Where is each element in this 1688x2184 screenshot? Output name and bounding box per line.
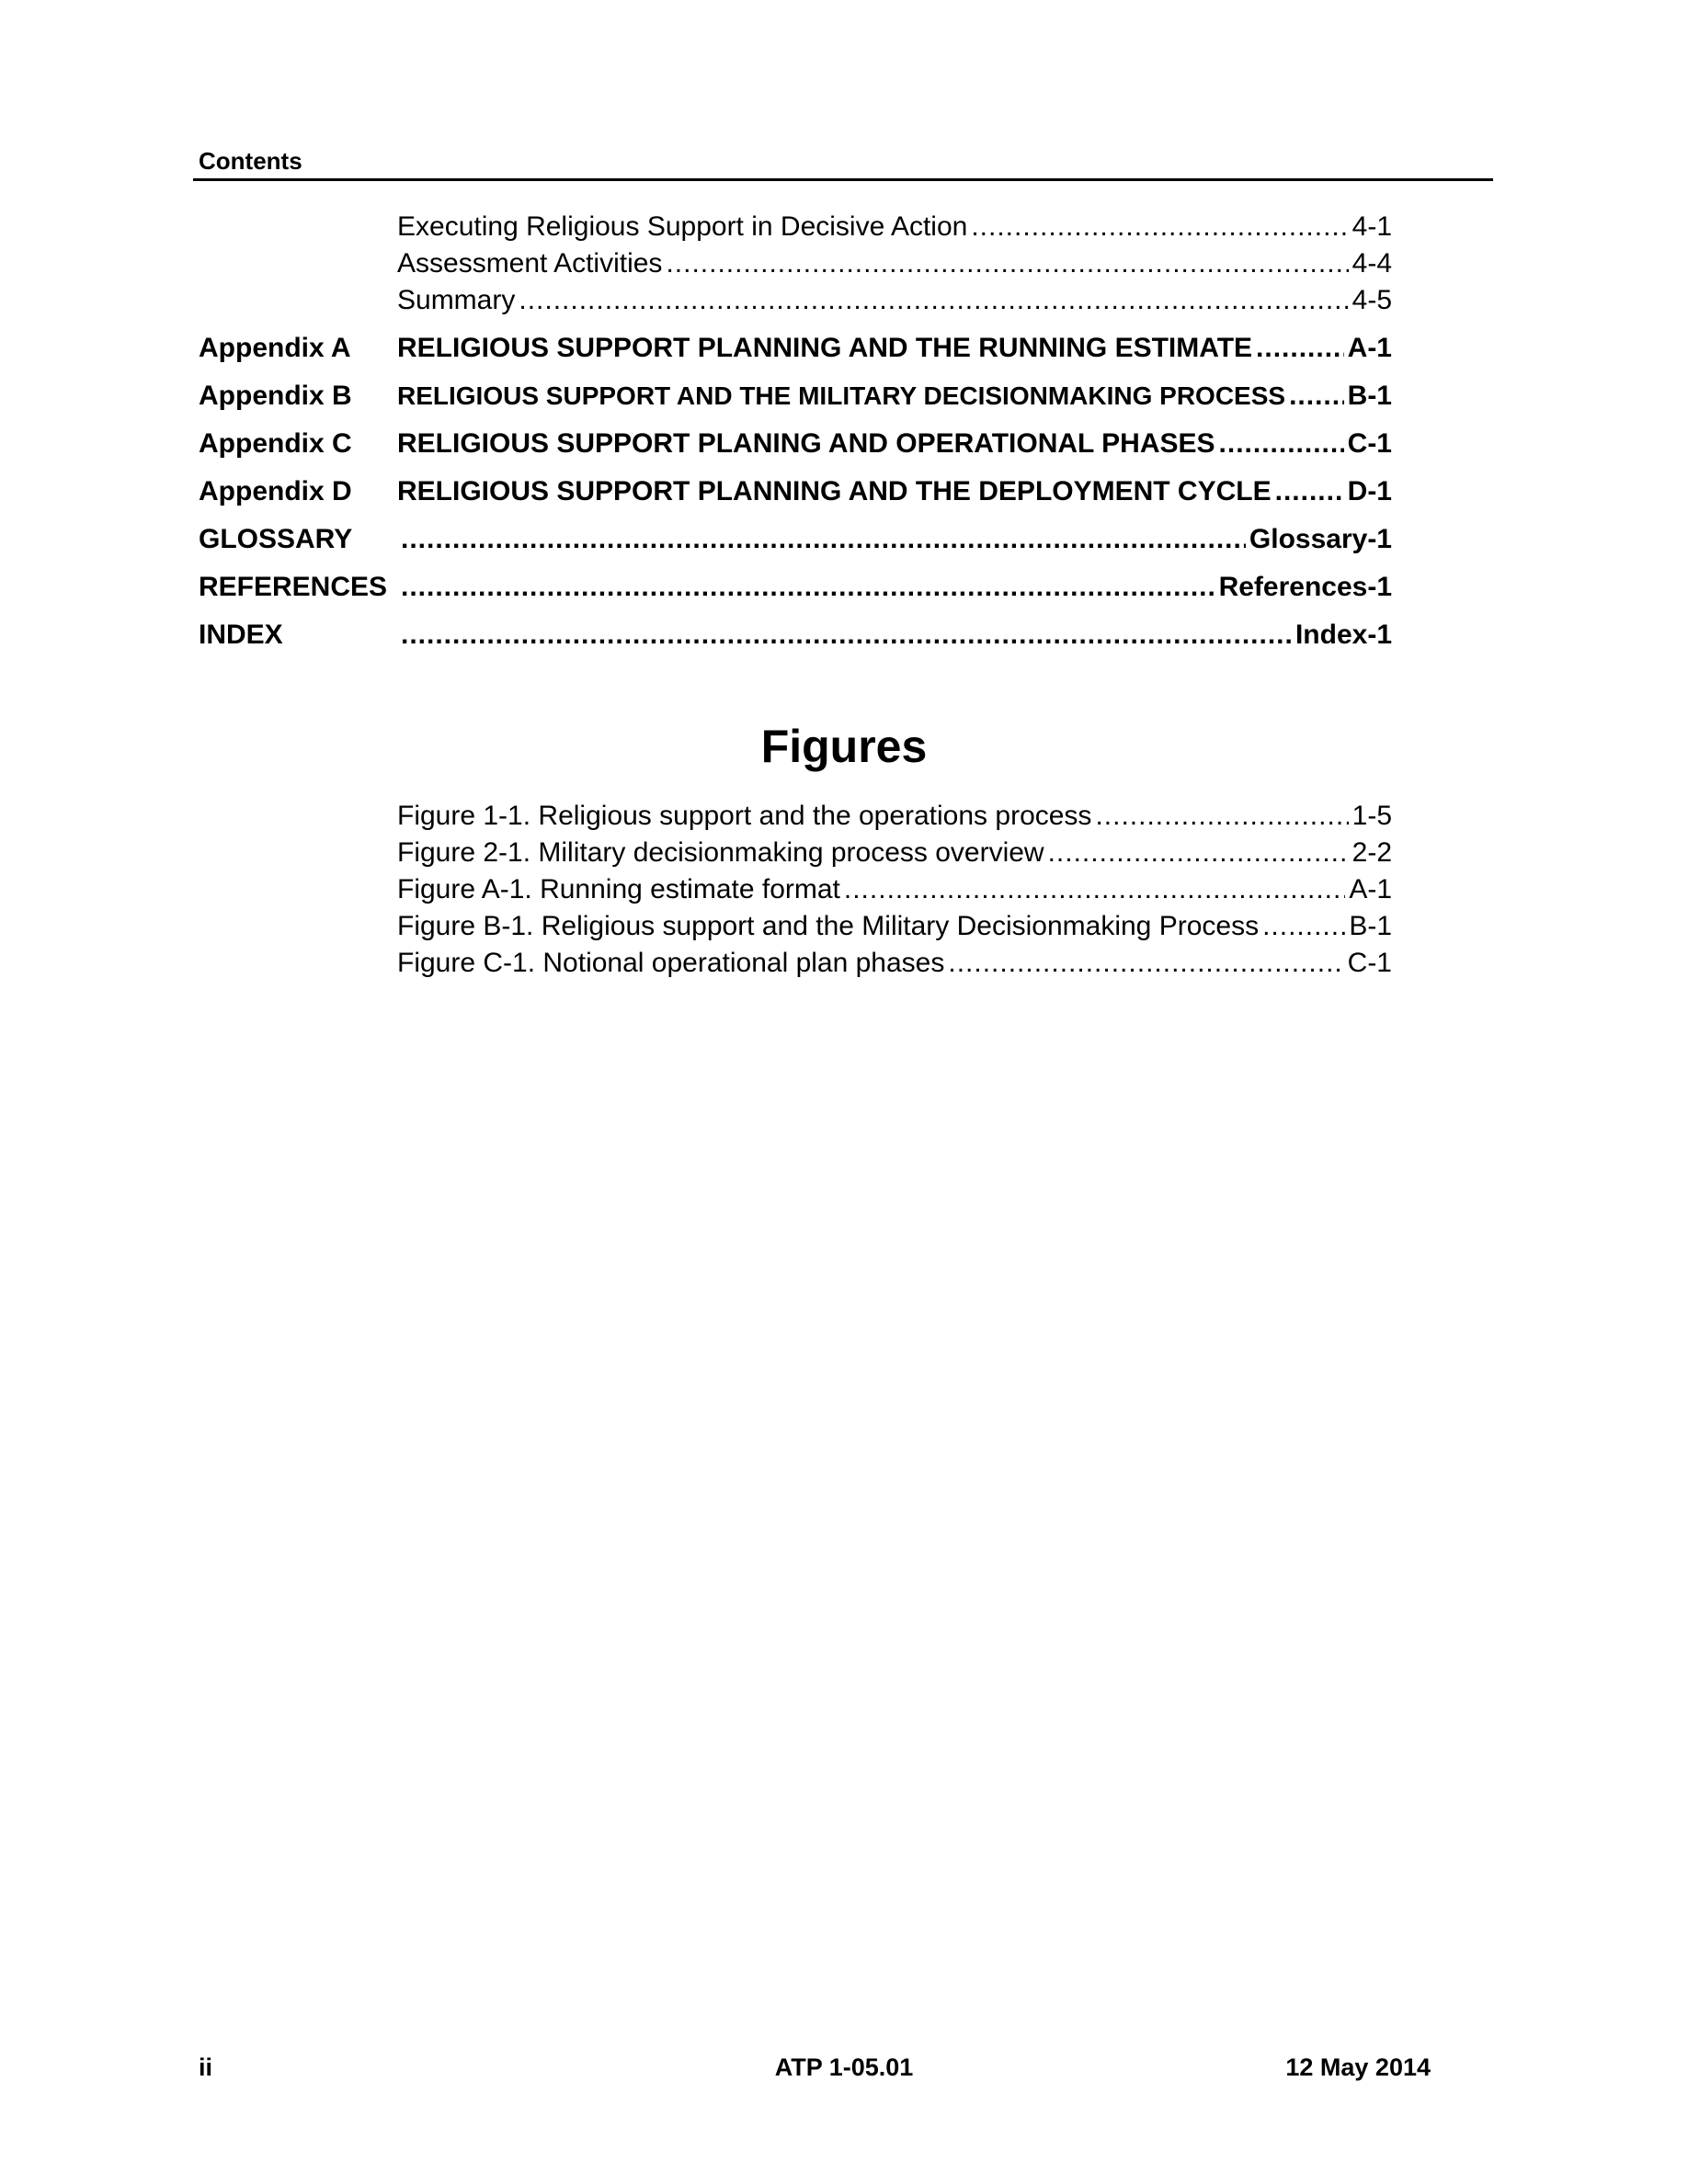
figure-entry-page: B-1	[1349, 911, 1392, 941]
dot-leader	[1275, 476, 1344, 507]
toc-entry-page: A-1	[1347, 333, 1392, 363]
toc-entry[interactable]	[397, 248, 1392, 285]
toc-appendix-d[interactable]	[199, 476, 1392, 517]
toc-entry-label: Appendix B	[199, 381, 352, 411]
toc-entry-label: Appendix C	[199, 428, 352, 459]
toc-entry-label: GLOSSARY	[199, 524, 353, 554]
toc-entry-title: RELIGIOUS SUPPORT PLANNING AND THE RUNNING ESTIMATE	[397, 333, 1253, 363]
toc-glossary[interactable]	[199, 524, 1392, 564]
toc-entry-title: RELIGIOUS SUPPORT PLANNING AND THE DEPLOYMENT CYCLE	[397, 476, 1272, 506]
toc-entry-title: Executing Religious Support in Decisive Action	[397, 211, 968, 242]
toc-entry-page: D-1	[1347, 476, 1392, 506]
dot-leader	[1095, 801, 1348, 832]
dot-leader	[1219, 428, 1344, 460]
figure-entry[interactable]	[397, 874, 1392, 911]
toc-entry-title: Summary	[397, 285, 516, 315]
footer-page-number: ii	[199, 2053, 213, 2081]
dot-leader	[401, 524, 1246, 555]
toc-index[interactable]	[199, 620, 1392, 660]
figures-heading: Figures	[760, 721, 928, 772]
toc-entry-page: C-1	[1347, 428, 1392, 459]
dot-leader	[519, 285, 1348, 316]
toc-entry-page: Index-1	[1295, 620, 1392, 650]
toc-appendix-a[interactable]	[199, 333, 1392, 373]
footer-date: 12 May 2014	[1285, 2053, 1431, 2081]
dot-leader	[971, 211, 1348, 243]
toc-entry-title: RELIGIOUS SUPPORT AND THE MILITARY DECISIONMAKING PROCESS	[397, 381, 1286, 410]
dot-leader	[1262, 911, 1345, 942]
figure-entry-title: Figure B-1. Religious support and the Military Decisionmaking Process	[397, 911, 1260, 941]
dot-leader	[666, 248, 1348, 279]
dot-leader	[401, 620, 1292, 651]
toc-entry-page: 4-1	[1352, 211, 1392, 242]
dot-leader	[1289, 381, 1344, 412]
toc-entry[interactable]	[397, 211, 1392, 248]
figure-entry-title: Figure C-1. Notional operational plan phases	[397, 948, 945, 978]
toc-entry-title: Assessment Activities	[397, 248, 663, 279]
toc-appendix-c[interactable]	[199, 428, 1392, 469]
footer-document-id: ATP 1-05.01	[774, 2053, 914, 2081]
toc-entry-label: Appendix D	[199, 476, 352, 506]
toc-entry[interactable]	[397, 285, 1392, 322]
toc-entry-page: 4-4	[1352, 248, 1392, 279]
toc-entry-title: RELIGIOUS SUPPORT PLANING AND OPERATIONAL PHASES	[397, 428, 1215, 459]
dot-leader	[948, 948, 1343, 979]
figure-entry[interactable]	[397, 948, 1392, 984]
running-header: Contents	[199, 147, 302, 175]
dot-leader	[844, 874, 1345, 905]
dot-leader	[1048, 837, 1349, 869]
figure-entry[interactable]	[397, 801, 1392, 837]
toc-appendix-b[interactable]	[199, 381, 1392, 421]
toc-entry-label: REFERENCES	[199, 572, 388, 602]
figure-entry-page: 1-5	[1352, 801, 1392, 831]
figure-entry-title: Figure 1-1. Religious support and the operations process	[397, 801, 1092, 831]
figure-entry-page: C-1	[1347, 948, 1392, 978]
toc-entry-label: INDEX	[199, 620, 283, 650]
figure-entry-title: Figure A-1. Running estimate format	[397, 874, 840, 904]
figure-entry-title: Figure 2-1. Military decisionmaking process overview	[397, 837, 1044, 868]
toc-entry-label: Appendix A	[199, 333, 351, 363]
toc-entry-page: References-1	[1218, 572, 1392, 602]
toc-entry-page: B-1	[1347, 381, 1392, 411]
figure-entry[interactable]	[397, 911, 1392, 948]
toc-entry-page: Glossary-1	[1249, 524, 1392, 554]
header-rule	[193, 178, 1493, 181]
toc-references[interactable]	[199, 572, 1392, 612]
figure-entry-page: A-1	[1349, 874, 1392, 904]
figure-entry-page: 2-2	[1352, 837, 1392, 868]
figure-entry[interactable]	[397, 837, 1392, 874]
toc-entry-page: 4-5	[1352, 285, 1392, 315]
dot-leader	[1256, 333, 1344, 364]
dot-leader	[401, 572, 1215, 603]
